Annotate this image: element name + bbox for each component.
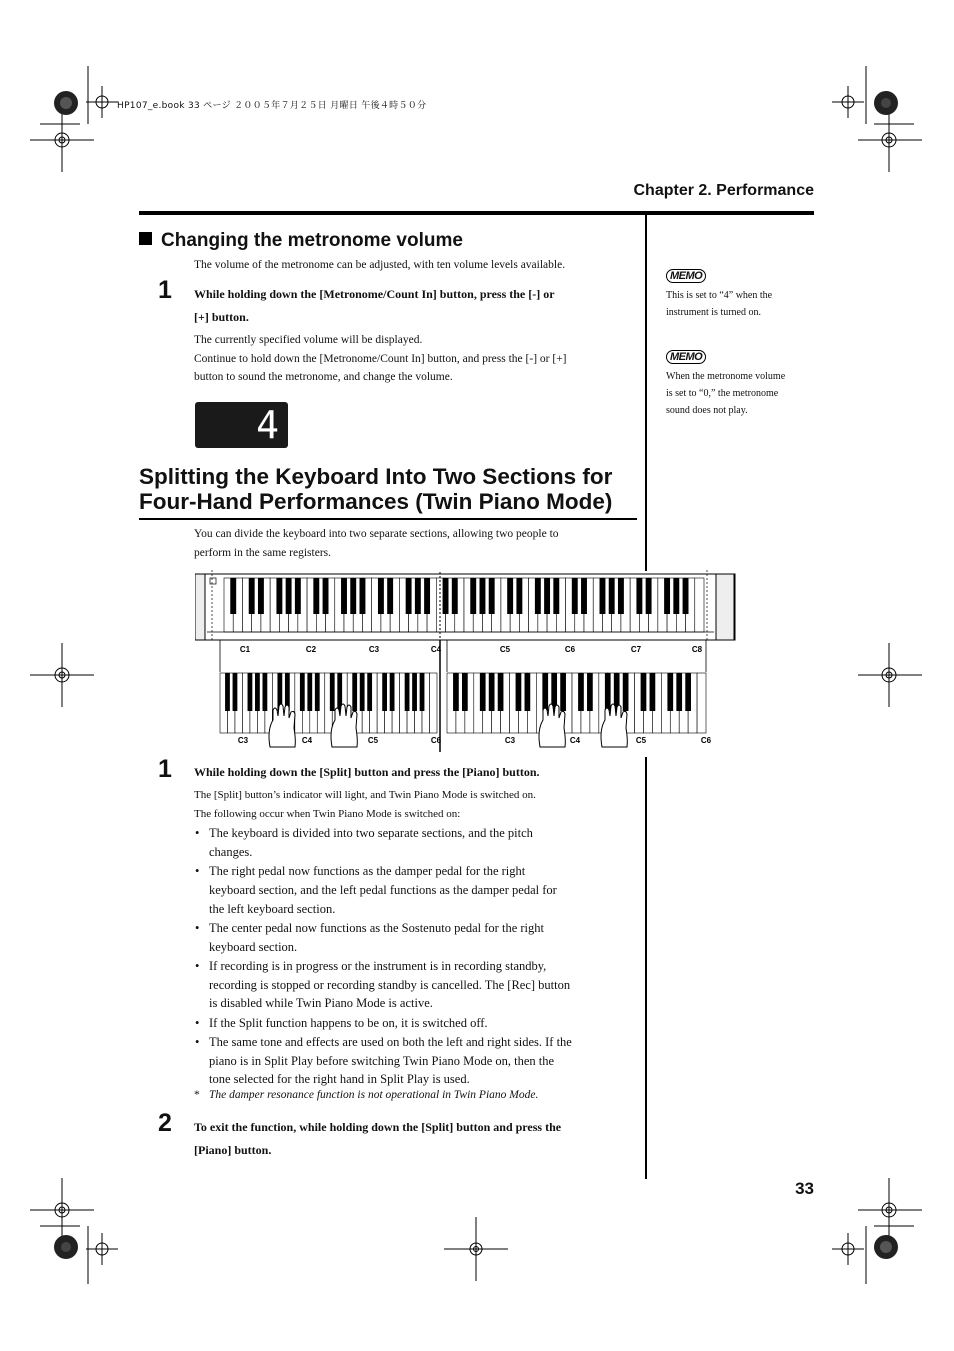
black-key [453,673,459,711]
black-key [307,673,312,711]
black-key [560,673,566,711]
black-key [315,673,320,711]
step-instruction: While holding down the [Split] button and press the [Piano] button. [194,765,540,779]
black-key [470,578,476,614]
black-key [412,673,417,711]
black-key [360,673,365,711]
step-instruction: To exit the function, while holding down the [Split] button and press the [Piano] button. [194,1120,562,1157]
section-heading-metronome: Changing the metronome volume [139,230,463,252]
black-key [233,673,238,711]
black-key [498,673,504,711]
white-key [430,673,437,733]
black-key [276,578,282,614]
octave-label: C3 [504,736,516,745]
black-key [683,578,689,614]
black-key [255,673,260,711]
black-key [578,673,584,711]
list-item: • The same tone and effects are used on both the left and right sides. If the piano is in Split Play before switching Twin Piano Mode on, then the tone selected for the right hand in Split Play is used. [194,1033,634,1089]
black-key [452,578,458,614]
heading-square-icon [139,232,152,245]
memo-1 [666,266,816,321]
white-key [697,673,706,733]
black-key [263,673,268,711]
black-key [623,673,629,711]
octave-label: C6 [430,736,442,745]
black-key [636,578,642,614]
octave-label: C3 [368,645,380,654]
list-item: • If recording is in progress or the instrument is in recording standby, recording is stopped or recording standby is cancelled. The [Rec] button is disabled while Twin Piano Mode is active. [194,957,634,1013]
black-key [516,673,522,711]
black-key [258,578,264,614]
black-key [572,578,578,614]
memo-text: When the metronome volume is set to “0,” the metronome sound does not play. [666,371,786,416]
octave-label: C7 [630,645,642,654]
black-key [330,673,335,711]
black-key [420,673,425,711]
header-rule [139,211,814,215]
step-result-text: The [Split] button’s indicator will light, and Twin Piano Mode is switched on. The following occur when Twin Piano Mode is switched on: [194,789,536,820]
black-key [341,578,347,614]
display-value: 4 [256,403,279,447]
octave-label: C4 [301,736,313,745]
step-number: 1 [158,276,172,304]
black-key [605,673,611,711]
list-item: • The center pedal now functions as the Sostenuto pedal for the right keyboard section. [194,919,634,957]
black-key [382,673,387,711]
volume-display [195,402,288,448]
black-key [581,578,587,614]
black-key [489,578,495,614]
black-key [313,578,319,614]
memo-text: This is set to “4” when the instrument is turned on. [666,290,773,318]
octave-label: C1 [239,645,251,654]
black-key [295,578,301,614]
black-key [323,578,329,614]
black-key [462,673,468,711]
keyboard-end-block [195,574,205,640]
keyboard-end-block [716,574,734,640]
metronome-intro: The volume of the metronome can be adjusted, with ten volume levels available. [194,259,566,271]
print-header: HP107_e.book 33 ページ ２００５年７月２５日 月曜日 午後４時５０分 [117,101,427,111]
black-key [673,578,679,614]
octave-label: C6 [700,736,712,745]
octave-label: C5 [499,645,511,654]
black-key [650,673,656,711]
memo-icon: MEMO [666,350,706,364]
black-key [525,673,531,711]
twin-piano-keyboard-diagram [195,570,740,755]
black-key [600,578,606,614]
black-key [676,673,682,711]
black-key [443,578,449,614]
black-key [618,578,624,614]
list-item: • If the Split function happens to be on, it is switched off. [194,1014,634,1033]
footnote: * The damper resonance function is not operational in Twin Piano Mode. [194,1089,539,1101]
octave-label: C3 [237,736,249,745]
octave-label: C2 [305,645,317,654]
black-key [587,673,593,711]
black-key [350,578,356,614]
octave-label: C4 [569,736,581,745]
black-key [249,578,255,614]
black-key [378,578,384,614]
effects-list [194,824,634,1090]
black-key [664,578,670,614]
black-key [286,578,292,614]
black-key [405,673,410,711]
section-heading-twin-piano: Splitting the Keyboard Into Two Sections for Four-Hand Performances (Twin Piano Mode) [139,464,613,514]
black-key [300,673,305,711]
black-key [367,673,372,711]
heading-rule [139,518,637,520]
black-key [387,578,393,614]
chapter-title: Chapter 2. Performance [633,182,814,199]
black-key [248,673,253,711]
black-key [535,578,541,614]
black-key [480,673,486,711]
white-key [695,578,704,632]
black-key [609,578,615,614]
list-item: • The right pedal now functions as the damper pedal for the right keyboard section, and the left pedal functions as the damper pedal for the left keyboard section. [194,862,634,918]
black-key [406,578,412,614]
black-key [641,673,647,711]
black-key [390,673,395,711]
black-key [489,673,495,711]
step-number: 2 [158,1109,172,1137]
black-key [225,673,230,711]
column-divider-lower [645,757,647,1179]
step-result-text: The currently specified volume will be displayed. Continue to hold down the [Metronome/Count In] button, and press the [-] or [+] button to sound the metronome, and change the volume. [194,334,567,383]
octave-label: C6 [564,645,576,654]
memo-icon: MEMO [666,269,706,283]
octave-label: C4 [430,645,442,654]
octave-label: C5 [367,736,379,745]
black-key [553,578,559,614]
black-key [507,578,513,614]
octave-label: C5 [635,736,647,745]
black-key [415,578,421,614]
black-key [544,578,550,614]
black-key [480,578,486,614]
black-key [352,673,357,711]
step-instruction: While holding down the [Metronome/Count In] button, press the [-] or [+] button. [194,287,555,324]
black-key [230,578,236,614]
black-key [360,578,366,614]
memo-2 [666,347,816,419]
black-key [424,578,430,614]
step-number: 1 [158,755,172,783]
page-number: 33 [795,1179,814,1198]
black-key [685,673,691,711]
black-key [646,578,652,614]
black-key [667,673,673,711]
black-key [542,673,548,711]
column-divider [645,215,647,571]
twin-piano-intro: You can divide the keyboard into two separate sections, allowing two people to perform in the same registers. [194,528,559,559]
octave-label: C8 [691,645,703,654]
black-key [516,578,522,614]
list-item: • The keyboard is divided into two separate sections, and the pitch changes. [194,824,634,862]
